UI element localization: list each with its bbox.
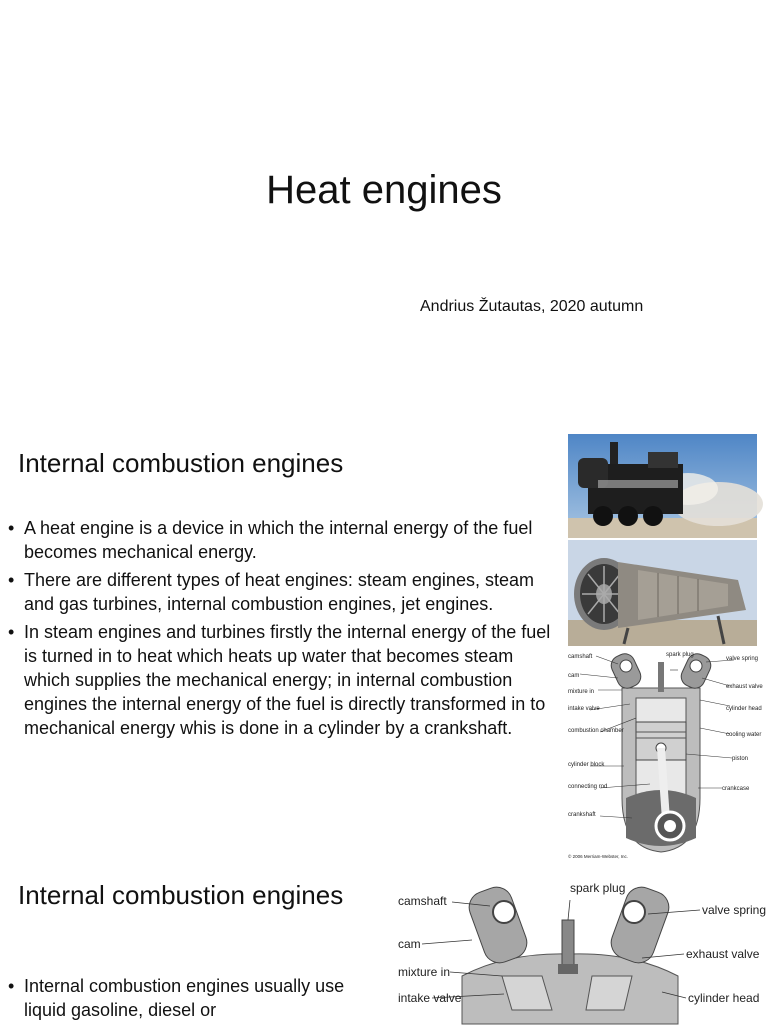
bullet-item: • A heat engine is a device in which the internal energy of the fuel becomes mechanical energy.: [6, 516, 561, 564]
label-cylinder-head: cylinder head: [688, 991, 760, 1005]
label-cam: cam: [398, 937, 421, 951]
label-intake-valve: intake valve: [398, 991, 462, 1005]
label-cylinder-block: cylinder block: [568, 762, 605, 768]
label-piston: piston: [732, 756, 749, 762]
title-slide: [0, 0, 768, 420]
label-mixture-in: mixture in: [398, 965, 451, 979]
label-camshaft: camshaft: [398, 894, 447, 908]
label-cam: cam: [568, 673, 580, 679]
label-valve-spring: valve spring: [702, 903, 767, 917]
bullet-list: [6, 516, 561, 744]
diagram-copyright: © 2006 Merriam-Webster, Inc.: [568, 854, 629, 859]
label-camshaft: camshaft: [568, 654, 593, 660]
label-connecting-rod: connecting rod: [568, 784, 608, 790]
content-slide-1: [0, 420, 768, 860]
bullet-item: • In steam engines and turbines firstly the internal energy of the fuel is turned in to heat which heats up water that becomes steam which supplies the mechanical energy; in internal combustion engines the internal energy of the fuel is directly transformed in to mechanical energy whis is done in a cylinder by a crankshaft.: [6, 620, 561, 740]
bullet-item: • There are different types of heat engines: steam engines, steam and gas turbines, internal combustion engines, jet engines.: [6, 568, 561, 616]
label-spark-plug: spark plug: [666, 652, 694, 658]
slide-heading: Internal combustion engines: [18, 448, 344, 478]
steam-locomotive-photo: [568, 434, 757, 538]
engine-cylinder-diagram-large: [392, 880, 767, 1024]
bullet-list: [6, 974, 376, 1026]
label-intake-valve: intake valve: [568, 706, 600, 712]
bullet-item: • Internal combustion engines usually use liquid gasoline, diesel or: [6, 974, 376, 1022]
content-slide-2: [0, 862, 768, 1024]
label-exhaust-valve: exhaust valve: [726, 684, 763, 690]
label-exhaust-valve: exhaust valve: [686, 947, 760, 961]
label-crankshaft: crankshaft: [568, 812, 596, 818]
label-crankcase: crankcase: [722, 786, 750, 792]
label-spark-plug: spark plug: [570, 881, 626, 895]
slide-title: Heat engines: [266, 168, 502, 212]
author-line: Andrius Žutautas, 2020 autumn: [420, 298, 644, 315]
label-valve-spring: valve spring: [726, 656, 759, 662]
label-cooling-water: cooling water: [726, 732, 762, 738]
jet-engine-photo: [568, 540, 757, 646]
label-cylinder-head: cylinder head: [726, 706, 762, 712]
label-combustion-chamber: combustion chamber: [568, 728, 624, 734]
engine-cylinder-diagram: [566, 648, 763, 862]
label-mixture-in: mixture in: [568, 689, 595, 695]
slide-heading: Internal combustion engines: [18, 880, 344, 910]
